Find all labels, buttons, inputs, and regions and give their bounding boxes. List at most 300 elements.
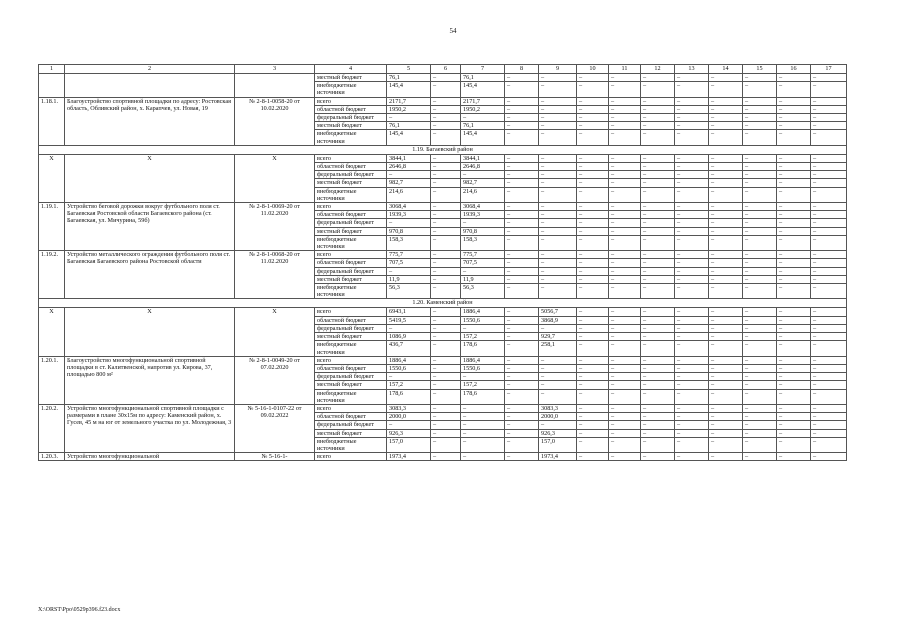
funding-source: местный бюджет bbox=[315, 429, 387, 437]
value-cell: – bbox=[539, 373, 577, 381]
value-cell: – bbox=[505, 413, 539, 421]
value-cell: – bbox=[675, 404, 709, 412]
value-cell: – bbox=[777, 341, 811, 356]
value-cell: – bbox=[743, 97, 777, 105]
value-cell: 178,6 bbox=[461, 341, 505, 356]
value-cell: 11,9 bbox=[387, 275, 431, 283]
value-cell: – bbox=[777, 333, 811, 341]
value-cell: 145,4 bbox=[461, 130, 505, 145]
value-cell: – bbox=[641, 163, 675, 171]
value-cell: – bbox=[609, 324, 641, 332]
value-cell: – bbox=[505, 187, 539, 202]
value-cell: – bbox=[577, 163, 609, 171]
value-cell: 157,2 bbox=[461, 333, 505, 341]
value-cell: – bbox=[431, 267, 461, 275]
funding-source: местный бюджет bbox=[315, 227, 387, 235]
value-cell: – bbox=[505, 259, 539, 267]
value-cell: 3844,1 bbox=[387, 154, 431, 162]
value-cell: – bbox=[743, 275, 777, 283]
value-cell: – bbox=[431, 235, 461, 250]
value-cell: – bbox=[609, 429, 641, 437]
value-cell: – bbox=[461, 373, 505, 381]
value-cell: – bbox=[609, 333, 641, 341]
value-cell: – bbox=[777, 97, 811, 105]
value-cell: – bbox=[539, 187, 577, 202]
value-cell: – bbox=[431, 122, 461, 130]
value-cell: – bbox=[505, 97, 539, 105]
value-cell: – bbox=[675, 356, 709, 364]
value-cell: – bbox=[431, 203, 461, 211]
item-document: № 2-8-1-0069-20 от 11.02.2020 bbox=[235, 203, 315, 251]
value-cell: – bbox=[431, 211, 461, 219]
table-row bbox=[39, 404, 847, 412]
value-cell: – bbox=[675, 259, 709, 267]
value-cell: – bbox=[431, 251, 461, 259]
value-cell: – bbox=[577, 122, 609, 130]
value-cell: – bbox=[675, 284, 709, 299]
value-cell: – bbox=[577, 251, 609, 259]
funding-source: областной бюджет bbox=[315, 316, 387, 324]
funding-source: всего bbox=[315, 308, 387, 316]
value-cell: – bbox=[777, 82, 811, 97]
value-cell: – bbox=[539, 381, 577, 389]
value-cell: – bbox=[675, 421, 709, 429]
value-cell: 1973,4 bbox=[539, 453, 577, 461]
value-cell: – bbox=[539, 275, 577, 283]
value-cell: – bbox=[505, 130, 539, 145]
value-cell: – bbox=[431, 74, 461, 82]
value-cell: – bbox=[505, 437, 539, 452]
value-cell: 2000,0 bbox=[539, 413, 577, 421]
value-cell: – bbox=[709, 179, 743, 187]
value-cell: – bbox=[777, 437, 811, 452]
value-cell: – bbox=[675, 114, 709, 122]
value-cell: – bbox=[675, 105, 709, 113]
value-cell: – bbox=[577, 114, 609, 122]
table-row bbox=[39, 74, 847, 82]
value-cell: – bbox=[675, 219, 709, 227]
value-cell: – bbox=[743, 333, 777, 341]
value-cell: – bbox=[577, 284, 609, 299]
value-cell: – bbox=[743, 179, 777, 187]
column-number: 17 bbox=[811, 65, 847, 74]
value-cell: 76,1 bbox=[387, 122, 431, 130]
value-cell: 1086,9 bbox=[387, 333, 431, 341]
value-cell: – bbox=[709, 154, 743, 162]
value-cell: – bbox=[505, 429, 539, 437]
value-cell: 145,4 bbox=[461, 82, 505, 97]
empty-cell bbox=[65, 74, 235, 98]
value-cell: – bbox=[709, 308, 743, 316]
value-cell: – bbox=[709, 421, 743, 429]
value-cell: – bbox=[641, 333, 675, 341]
value-cell: – bbox=[609, 74, 641, 82]
column-number: 14 bbox=[709, 65, 743, 74]
value-cell: – bbox=[811, 316, 847, 324]
value-cell: – bbox=[709, 203, 743, 211]
value-cell: – bbox=[539, 364, 577, 372]
value-cell: 1886,4 bbox=[461, 308, 505, 316]
value-cell: – bbox=[539, 235, 577, 250]
value-cell: – bbox=[641, 341, 675, 356]
value-cell: – bbox=[539, 259, 577, 267]
value-cell: – bbox=[461, 404, 505, 412]
value-cell: 145,4 bbox=[387, 130, 431, 145]
value-cell: – bbox=[811, 259, 847, 267]
funding-source: местный бюджет bbox=[315, 381, 387, 389]
item-name: Устройство многофункциональной спортивной площадки с размерами в плане 30x15м по адресу: Каменский район, х. Гусев, 45 м на юг от земельного участка по ул. Молодежная, 3 bbox=[65, 404, 235, 452]
value-cell: – bbox=[431, 373, 461, 381]
value-cell: 1950,2 bbox=[387, 105, 431, 113]
item-number: 1.19.2. bbox=[39, 251, 65, 299]
value-cell: – bbox=[811, 122, 847, 130]
value-cell: – bbox=[777, 324, 811, 332]
funding-source: внебюджетные источники bbox=[315, 341, 387, 356]
value-cell: – bbox=[641, 171, 675, 179]
value-cell: – bbox=[505, 82, 539, 97]
value-cell: – bbox=[505, 421, 539, 429]
value-cell: – bbox=[777, 114, 811, 122]
value-cell: – bbox=[431, 259, 461, 267]
value-cell: – bbox=[709, 284, 743, 299]
funding-source: местный бюджет bbox=[315, 74, 387, 82]
value-cell: – bbox=[777, 163, 811, 171]
value-cell: – bbox=[777, 211, 811, 219]
item-name: X bbox=[65, 154, 235, 202]
value-cell: – bbox=[505, 324, 539, 332]
section-row bbox=[39, 145, 847, 154]
value-cell: – bbox=[709, 324, 743, 332]
value-cell: – bbox=[609, 187, 641, 202]
value-cell: – bbox=[811, 284, 847, 299]
value-cell: – bbox=[577, 373, 609, 381]
value-cell: – bbox=[811, 219, 847, 227]
value-cell: 982,7 bbox=[461, 179, 505, 187]
value-cell: 2646,8 bbox=[461, 163, 505, 171]
value-cell: – bbox=[675, 308, 709, 316]
value-cell: 157,0 bbox=[539, 437, 577, 452]
funding-source: местный бюджет bbox=[315, 122, 387, 130]
value-cell: – bbox=[675, 341, 709, 356]
value-cell: – bbox=[539, 97, 577, 105]
value-cell: – bbox=[577, 356, 609, 364]
value-cell: 1886,4 bbox=[387, 356, 431, 364]
column-number: 8 bbox=[505, 65, 539, 74]
value-cell: – bbox=[609, 267, 641, 275]
value-cell: – bbox=[461, 114, 505, 122]
value-cell: 157,2 bbox=[387, 381, 431, 389]
value-cell: – bbox=[811, 333, 847, 341]
value-cell: – bbox=[777, 275, 811, 283]
value-cell: – bbox=[811, 171, 847, 179]
value-cell: – bbox=[811, 211, 847, 219]
value-cell: – bbox=[609, 114, 641, 122]
value-cell: – bbox=[539, 203, 577, 211]
value-cell: – bbox=[709, 187, 743, 202]
value-cell: – bbox=[431, 284, 461, 299]
value-cell: – bbox=[777, 219, 811, 227]
value-cell: – bbox=[609, 341, 641, 356]
value-cell: – bbox=[811, 389, 847, 404]
value-cell: – bbox=[641, 82, 675, 97]
value-cell: – bbox=[709, 114, 743, 122]
value-cell: – bbox=[675, 130, 709, 145]
value-cell: – bbox=[539, 211, 577, 219]
value-cell: – bbox=[811, 437, 847, 452]
value-cell: – bbox=[577, 429, 609, 437]
value-cell: – bbox=[743, 437, 777, 452]
value-cell: – bbox=[431, 227, 461, 235]
value-cell: – bbox=[577, 171, 609, 179]
value-cell: – bbox=[539, 389, 577, 404]
value-cell: – bbox=[777, 404, 811, 412]
value-cell: – bbox=[539, 324, 577, 332]
value-cell: – bbox=[539, 171, 577, 179]
funding-source: федеральный бюджет bbox=[315, 171, 387, 179]
value-cell: – bbox=[505, 364, 539, 372]
value-cell: – bbox=[609, 154, 641, 162]
value-cell: – bbox=[641, 122, 675, 130]
value-cell: – bbox=[675, 316, 709, 324]
value-cell: 5419,5 bbox=[387, 316, 431, 324]
value-cell: – bbox=[675, 163, 709, 171]
value-cell: – bbox=[675, 275, 709, 283]
value-cell: – bbox=[387, 373, 431, 381]
funding-source: областной бюджет bbox=[315, 259, 387, 267]
value-cell: 3083,3 bbox=[539, 404, 577, 412]
value-cell: – bbox=[709, 130, 743, 145]
funding-source: местный бюджет bbox=[315, 179, 387, 187]
item-name: Устройство многофункциональной bbox=[65, 453, 235, 461]
value-cell: – bbox=[675, 437, 709, 452]
value-cell: – bbox=[539, 219, 577, 227]
value-cell: – bbox=[811, 341, 847, 356]
funding-source: всего bbox=[315, 251, 387, 259]
value-cell: – bbox=[609, 364, 641, 372]
value-cell: – bbox=[641, 356, 675, 364]
value-cell: – bbox=[609, 356, 641, 364]
item-number: 1.18.1. bbox=[39, 97, 65, 145]
value-cell: – bbox=[431, 356, 461, 364]
value-cell: – bbox=[505, 163, 539, 171]
value-cell: – bbox=[577, 82, 609, 97]
value-cell: – bbox=[709, 259, 743, 267]
value-cell: – bbox=[431, 275, 461, 283]
value-cell: – bbox=[641, 421, 675, 429]
value-cell: – bbox=[609, 316, 641, 324]
column-number: 10 bbox=[577, 65, 609, 74]
empty-cell bbox=[235, 74, 315, 98]
value-cell: – bbox=[609, 219, 641, 227]
column-number: 15 bbox=[743, 65, 777, 74]
value-cell: – bbox=[539, 130, 577, 145]
value-cell: – bbox=[539, 122, 577, 130]
value-cell: – bbox=[609, 437, 641, 452]
value-cell: – bbox=[539, 227, 577, 235]
value-cell: – bbox=[811, 404, 847, 412]
value-cell: – bbox=[743, 187, 777, 202]
value-cell: 178,6 bbox=[387, 389, 431, 404]
value-cell: – bbox=[709, 267, 743, 275]
value-cell: – bbox=[505, 227, 539, 235]
value-cell: – bbox=[431, 163, 461, 171]
value-cell: – bbox=[811, 267, 847, 275]
value-cell: – bbox=[675, 333, 709, 341]
value-cell: – bbox=[505, 74, 539, 82]
value-cell: – bbox=[811, 227, 847, 235]
value-cell: – bbox=[641, 453, 675, 461]
value-cell: – bbox=[811, 97, 847, 105]
value-cell: 1939,3 bbox=[387, 211, 431, 219]
value-cell: – bbox=[675, 413, 709, 421]
value-cell: – bbox=[675, 74, 709, 82]
section-title: 1.19. Багаевский район bbox=[39, 145, 847, 154]
value-cell: – bbox=[709, 275, 743, 283]
column-number: 9 bbox=[539, 65, 577, 74]
item-document: № 2-8-1-0058-20 от 10.02.2020 bbox=[235, 97, 315, 145]
value-cell: – bbox=[675, 154, 709, 162]
value-cell: – bbox=[431, 421, 461, 429]
value-cell: 926,3 bbox=[387, 429, 431, 437]
value-cell: – bbox=[777, 284, 811, 299]
value-cell: – bbox=[811, 381, 847, 389]
table-row bbox=[39, 308, 847, 316]
value-cell: – bbox=[641, 105, 675, 113]
value-cell: 145,4 bbox=[387, 82, 431, 97]
item-number: X bbox=[39, 308, 65, 356]
value-cell: – bbox=[675, 381, 709, 389]
value-cell: – bbox=[743, 235, 777, 250]
value-cell: – bbox=[743, 453, 777, 461]
item-document: № 5-16-1- bbox=[235, 453, 315, 461]
value-cell: – bbox=[505, 211, 539, 219]
value-cell: 926,3 bbox=[539, 429, 577, 437]
value-cell: – bbox=[431, 381, 461, 389]
value-cell: – bbox=[709, 333, 743, 341]
funding-source: местный бюджет bbox=[315, 275, 387, 283]
value-cell: 3068,4 bbox=[387, 203, 431, 211]
value-cell: 1550,6 bbox=[461, 364, 505, 372]
value-cell: – bbox=[641, 389, 675, 404]
value-cell: – bbox=[641, 97, 675, 105]
value-cell: – bbox=[641, 381, 675, 389]
value-cell: – bbox=[505, 284, 539, 299]
value-cell: – bbox=[577, 333, 609, 341]
value-cell: – bbox=[539, 114, 577, 122]
value-cell: – bbox=[777, 389, 811, 404]
value-cell: – bbox=[675, 453, 709, 461]
value-cell: – bbox=[709, 364, 743, 372]
value-cell: – bbox=[743, 130, 777, 145]
value-cell: – bbox=[577, 97, 609, 105]
value-cell: – bbox=[505, 179, 539, 187]
funding-source: областной бюджет bbox=[315, 364, 387, 372]
value-cell: 1939,3 bbox=[461, 211, 505, 219]
value-cell: – bbox=[609, 171, 641, 179]
item-name: X bbox=[65, 308, 235, 356]
value-cell: – bbox=[505, 275, 539, 283]
funding-source: всего bbox=[315, 356, 387, 364]
value-cell: 56,3 bbox=[461, 284, 505, 299]
value-cell: – bbox=[505, 105, 539, 113]
value-cell: – bbox=[743, 105, 777, 113]
value-cell: 1950,2 bbox=[461, 105, 505, 113]
value-cell: – bbox=[811, 203, 847, 211]
value-cell: – bbox=[505, 203, 539, 211]
value-cell: – bbox=[743, 373, 777, 381]
funding-source: внебюджетные источники bbox=[315, 389, 387, 404]
value-cell: – bbox=[777, 227, 811, 235]
item-document: X bbox=[235, 308, 315, 356]
value-cell: – bbox=[577, 74, 609, 82]
value-cell: 158,3 bbox=[387, 235, 431, 250]
item-document: X bbox=[235, 154, 315, 202]
value-cell: – bbox=[709, 413, 743, 421]
value-cell: – bbox=[743, 122, 777, 130]
value-cell: – bbox=[609, 259, 641, 267]
value-cell: – bbox=[777, 364, 811, 372]
value-cell: – bbox=[675, 227, 709, 235]
value-cell: – bbox=[709, 74, 743, 82]
funding-source: внебюджетные источники bbox=[315, 187, 387, 202]
value-cell: – bbox=[777, 267, 811, 275]
value-cell: – bbox=[505, 316, 539, 324]
value-cell: – bbox=[539, 251, 577, 259]
section-title: 1.20. Каменский район bbox=[39, 299, 847, 308]
table-body bbox=[39, 65, 847, 461]
value-cell: 1550,6 bbox=[387, 364, 431, 372]
value-cell: – bbox=[461, 413, 505, 421]
page-number: 54 bbox=[449, 27, 457, 35]
value-cell: – bbox=[811, 413, 847, 421]
value-cell: – bbox=[577, 437, 609, 452]
value-cell: – bbox=[675, 251, 709, 259]
value-cell: – bbox=[461, 453, 505, 461]
value-cell: – bbox=[387, 171, 431, 179]
value-cell: – bbox=[505, 381, 539, 389]
value-cell: – bbox=[577, 364, 609, 372]
value-cell: – bbox=[609, 203, 641, 211]
value-cell: – bbox=[431, 105, 461, 113]
value-cell: – bbox=[709, 219, 743, 227]
funding-source: федеральный бюджет bbox=[315, 373, 387, 381]
value-cell: – bbox=[811, 74, 847, 82]
value-cell: – bbox=[709, 171, 743, 179]
column-number: 12 bbox=[641, 65, 675, 74]
value-cell: – bbox=[577, 324, 609, 332]
value-cell: – bbox=[609, 105, 641, 113]
value-cell: – bbox=[777, 356, 811, 364]
value-cell: – bbox=[743, 163, 777, 171]
value-cell: – bbox=[641, 275, 675, 283]
column-number-row bbox=[39, 65, 847, 74]
value-cell: – bbox=[777, 187, 811, 202]
value-cell: 1550,6 bbox=[461, 316, 505, 324]
value-cell: 3068,4 bbox=[461, 203, 505, 211]
value-cell: – bbox=[675, 171, 709, 179]
value-cell: 157,0 bbox=[387, 437, 431, 452]
value-cell: – bbox=[539, 163, 577, 171]
column-number: 16 bbox=[777, 65, 811, 74]
value-cell: 436,7 bbox=[387, 341, 431, 356]
table-row bbox=[39, 154, 847, 162]
value-cell: – bbox=[743, 154, 777, 162]
column-number: 7 bbox=[461, 65, 505, 74]
value-cell: – bbox=[609, 227, 641, 235]
empty-cell bbox=[39, 74, 65, 98]
funding-source: областной бюджет bbox=[315, 163, 387, 171]
value-cell: – bbox=[777, 105, 811, 113]
